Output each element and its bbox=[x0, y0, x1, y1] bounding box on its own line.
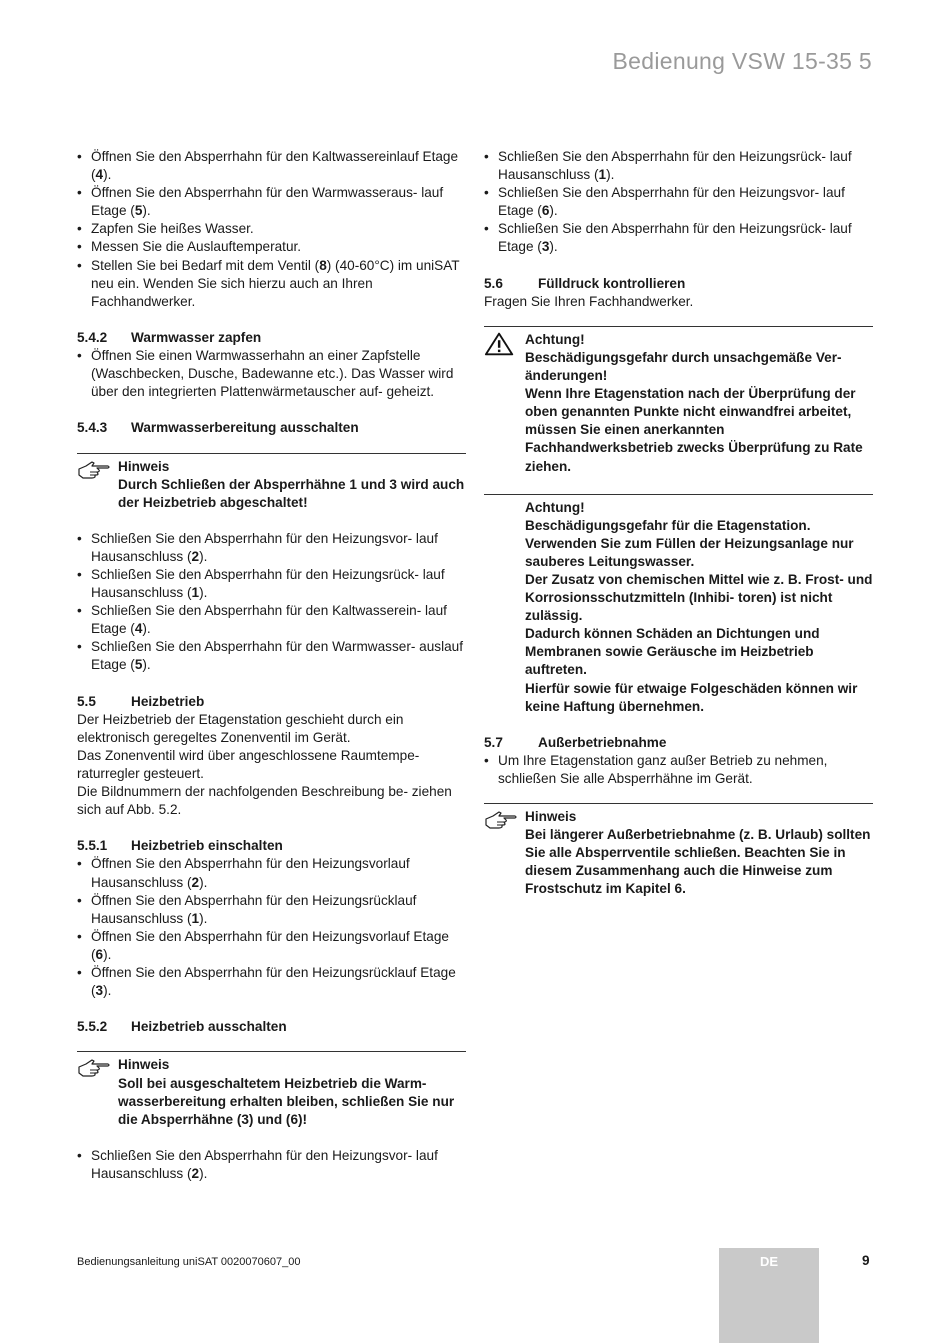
right-intro-list bbox=[484, 148, 873, 257]
list-item: • Öffnen Sie den Absperrhahn für den Heizungsvorlauf Hausanschluss (2). bbox=[77, 855, 466, 891]
section-5-5 bbox=[77, 693, 466, 820]
section-heading bbox=[77, 329, 466, 347]
list-item: • Zapfen Sie heißes Wasser. bbox=[77, 220, 466, 238]
section-title: Heizbetrieb einschalten bbox=[131, 838, 283, 854]
section-5-4-2 bbox=[77, 329, 466, 401]
section-number: 5.5.1 bbox=[77, 838, 108, 854]
section-number: 5.6 bbox=[484, 275, 503, 291]
section-heading bbox=[77, 693, 466, 711]
hint-label: Hinweis bbox=[118, 1057, 170, 1073]
hint-text: Bei längerer Außerbetriebnahme (z. B. Urlaub) sollten Sie alle Absperrventile schließen. Beachten Sie in diesem Zusammenhang auch die Hinweise zum Frostschutz im Kapitel 6. bbox=[525, 827, 871, 897]
reference-number: 1 bbox=[191, 910, 200, 926]
list-item: • Schließen Sie den Absperrhahn für den Heizungsvor- lauf Etage (6). bbox=[484, 184, 873, 220]
paragraph: Das Zonenventil wird über angeschlossene Raumtempe- raturregler gesteuert. bbox=[77, 747, 420, 781]
section-title: Heizbetrieb bbox=[131, 693, 205, 709]
section-number: 5.7 bbox=[484, 734, 503, 750]
section-heading bbox=[77, 419, 466, 437]
section-list bbox=[77, 1147, 466, 1183]
reference-number: 6 bbox=[95, 946, 104, 962]
list-item: • Öffnen Sie den Absperrhahn für den Kaltwassereinlauf Etage (4). bbox=[77, 148, 466, 184]
section-list bbox=[77, 855, 466, 1000]
reference-number: 4 bbox=[134, 621, 143, 637]
list-item: • Öffnen Sie den Absperrhahn für den Heizungsrücklauf Hausanschluss (1). bbox=[77, 892, 466, 928]
warning-triangle-icon bbox=[484, 331, 516, 357]
language-label: DE bbox=[759, 1254, 779, 1269]
reference-number: 1 bbox=[598, 167, 607, 183]
reference-number: 4 bbox=[95, 167, 104, 183]
reference-number: 3 bbox=[95, 983, 104, 999]
paragraph: Fragen Sie Ihren Fachhandwerker. bbox=[484, 293, 694, 309]
section-title: Außerbetriebnahme bbox=[538, 734, 667, 750]
footer-document-id: Bedienungsanleitung uniSAT 0020070607_00 bbox=[77, 1256, 301, 1268]
hint-box bbox=[484, 803, 873, 898]
section-title: Warmwasserbereitung ausschalten bbox=[131, 420, 359, 436]
reference-number: 2 bbox=[191, 548, 200, 564]
reference-number: 5 bbox=[134, 657, 143, 673]
hint-box bbox=[77, 1051, 466, 1128]
warning-text: Verwenden Sie zum Füllen der Heizungsanlage nur sauberes Leitungswasser. bbox=[525, 535, 854, 569]
paragraph: Der Heizbetrieb der Etagenstation geschieht durch ein elektronisch geregeltes Zonenventil im Gerät. bbox=[77, 711, 404, 745]
section-heading bbox=[77, 837, 466, 855]
section-title: Warmwasser zapfen bbox=[131, 329, 262, 345]
warning-text: Dadurch können Schäden an Dichtungen und Membranen sowie Geräusche im Heizbetrieb auftreten. bbox=[525, 626, 820, 678]
list-item: • Öffnen Sie den Absperrhahn für den Warmwasseraus- lauf Etage (5). bbox=[77, 184, 466, 220]
hint-label: Hinweis bbox=[525, 809, 577, 825]
section-number: 5.5.2 bbox=[77, 1019, 108, 1035]
list-item: • Schließen Sie den Absperrhahn für den Warmwasser- auslauf Etage (5). bbox=[77, 638, 466, 674]
section-number: 5.4.3 bbox=[77, 420, 108, 436]
list-item: • Messen Sie die Auslauftemperatur. bbox=[77, 238, 466, 256]
section-5-7 bbox=[484, 734, 873, 899]
section-title: Heizbetrieb ausschalten bbox=[131, 1019, 287, 1035]
warning-text: Hierfür sowie für etwaige Folgeschäden können wir keine Haftung übernehmen. bbox=[525, 680, 858, 714]
section-5-6 bbox=[484, 275, 873, 716]
section-list bbox=[77, 347, 466, 401]
pointing-hand-icon bbox=[77, 1058, 111, 1080]
list-item: • Öffnen Sie den Absperrhahn für den Heizungsrücklauf Etage (3). bbox=[77, 964, 466, 1000]
hint-label: Hinweis bbox=[118, 458, 170, 474]
warning-text: Der Zusatz von chemischen Mittel wie z. B. Frost- und Korrosionsschutzmitteln (Inhibi- toren) ist nicht zulässig. bbox=[525, 571, 873, 624]
reference-number: 2 bbox=[191, 874, 200, 890]
warning-box bbox=[484, 326, 873, 476]
running-header-title: Bedienung VSW 15-35 5 bbox=[612, 48, 872, 74]
section-number: 5.4.2 bbox=[77, 329, 108, 345]
section-5-5-2 bbox=[77, 1018, 466, 1183]
reference-number: 8 bbox=[319, 257, 327, 273]
section-list bbox=[484, 752, 873, 788]
list-item: • Öffnen Sie einen Warmwasserhahn an einer Zapfstelle (Waschbecken, Dusche, Badewanne etc.). Das Wasser wird über den integrierten Plattenwärmetauscher auf- geheizt. bbox=[77, 347, 466, 401]
list-item: • Öffnen Sie den Absperrhahn für den Heizungsvorlauf Etage (6). bbox=[77, 928, 466, 964]
paragraph: Die Bildnummern der nachfolgenden Beschreibung be- ziehen sich auf Abb. 5.2. bbox=[77, 784, 452, 818]
list-item: • Schließen Sie den Absperrhahn für den Kaltwasserein- lauf Etage (4). bbox=[77, 602, 466, 638]
reference-number: 5 bbox=[134, 203, 143, 219]
section-5-5-1 bbox=[77, 837, 466, 1000]
reference-number: 6 bbox=[541, 203, 550, 219]
left-intro-list bbox=[77, 148, 466, 311]
list-item: • Um Ihre Etagenstation ganz außer Betrieb zu nehmen, schließen Sie alle Absperrhähne im Gerät. bbox=[484, 752, 873, 788]
right-column bbox=[484, 148, 873, 899]
warning-label: Achtung! bbox=[525, 331, 585, 347]
section-heading bbox=[484, 734, 873, 752]
reference-number: 2 bbox=[191, 1165, 200, 1181]
section-number: 5.5 bbox=[77, 693, 96, 709]
language-tab bbox=[719, 1248, 819, 1343]
page-number: 9 bbox=[862, 1253, 870, 1268]
hint-text: Soll bei ausgeschaltetem Heizbetrieb die Warm- wasserbereitung erhalten bleiben, schließen Sie nur die Absperrhähne (3) und (6)! bbox=[118, 1075, 455, 1127]
warning-box bbox=[484, 494, 873, 716]
list-item: • Schließen Sie den Absperrhahn für den Heizungsrück- lauf Hausanschluss (1). bbox=[484, 148, 873, 184]
list-item: • Schließen Sie den Absperrhahn für den Heizungsvor- lauf Hausanschluss (2). bbox=[77, 1147, 466, 1183]
reference-number: 3 bbox=[541, 239, 550, 255]
reference-number: 1 bbox=[191, 585, 200, 601]
section-heading bbox=[484, 275, 873, 293]
section-list bbox=[77, 530, 466, 675]
warning-text: Wenn Ihre Etagenstation nach der Überprüfung der oben genannten Punkte nicht einwandfrei arbeitet, müssen Sie einen anerkannten Fachhandwerksbetrieb zwecks Überprüfung zu Rate ziehen. bbox=[525, 386, 863, 474]
warning-text: Beschädigungsgefahr für die Etagenstation. bbox=[525, 517, 811, 533]
pointing-hand-icon bbox=[484, 810, 518, 832]
warning-text: Beschädigungsgefahr durch unsachgemäße Ver- änderungen! bbox=[525, 349, 842, 384]
list-item: • Schließen Sie den Absperrhahn für den Heizungsrück- lauf Etage (3). bbox=[484, 220, 873, 256]
section-5-4-3 bbox=[77, 419, 466, 674]
hint-box bbox=[77, 453, 466, 512]
pointing-hand-icon bbox=[77, 460, 111, 482]
list-item: • Stellen Sie bei Bedarf mit dem Ventil (8) (40-60°C) im uniSAT neu ein. Wenden Sie sich hierzu auch an Ihren Fachhandwerker. bbox=[77, 257, 466, 311]
section-heading bbox=[77, 1018, 466, 1036]
left-column bbox=[77, 148, 466, 1183]
list-item: • Schließen Sie den Absperrhahn für den Heizungsrück- lauf Hausanschluss (1). bbox=[77, 566, 466, 602]
hint-text: Durch Schließen der Absperrhähne 1 und 3 wird auch der Heizbetrieb abgeschaltet! bbox=[118, 476, 465, 510]
warning-label: Achtung! bbox=[525, 499, 585, 515]
section-title: Fülldruck kontrollieren bbox=[538, 275, 686, 291]
list-item: • Schließen Sie den Absperrhahn für den Heizungsvor- lauf Hausanschluss (2). bbox=[77, 530, 466, 566]
